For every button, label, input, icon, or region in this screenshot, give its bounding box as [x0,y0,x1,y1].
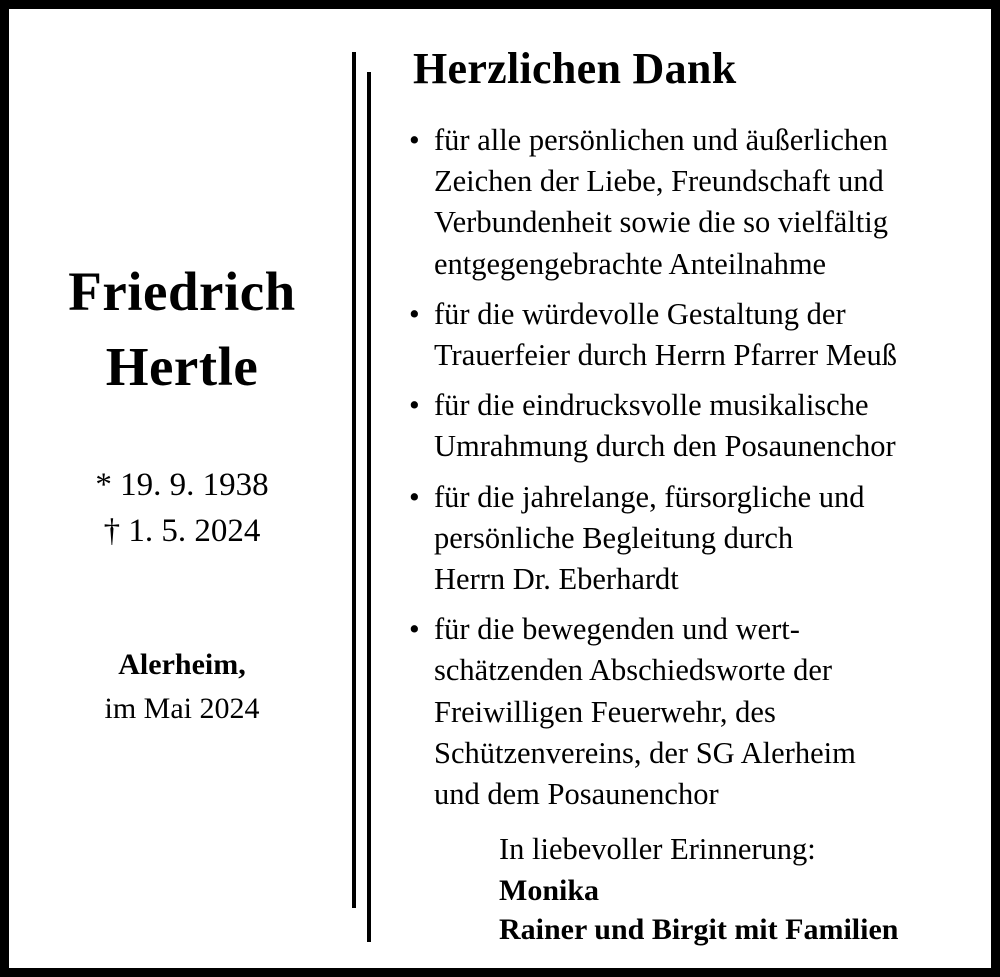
bullet-icon: • [409,388,420,423]
bullet-icon: • [409,479,420,514]
list-item-line: Herrn Dr. Eberhardt [434,562,679,597]
list-item-line: für die eindrucksvolle musikalische [434,388,869,423]
list-item-line: Verbundenheit sowie die so vielfältig [434,205,889,240]
list-item [409,294,979,376]
date-line: im Mai 2024 [104,692,260,725]
list-item-line: entgegengebrachte Anteilnahme [434,246,827,281]
list-item [409,120,979,285]
list-item [409,385,979,467]
deceased-column [9,9,355,968]
list-item-line: Umrahmung durch den Posaunenchor [434,429,896,464]
bullet-icon: • [409,296,420,331]
list-item-line: für die jahrelange, fürsorgliche und [434,479,865,514]
list-item [409,609,979,815]
birth-date: * 19. 9. 1938 [95,467,269,503]
deceased-last-name: Hertle [105,336,259,397]
thanks-list [409,120,979,824]
place-line: Alerheim, [118,648,246,681]
list-item-line: und dem Posaunenchor [434,777,719,812]
vertical-divider-right [367,72,371,942]
closing-line: In liebevoller Erinnerung: [499,832,816,866]
list-item-line: Schützenvereins, der SG Alerheim [434,735,856,770]
list-item-line: persönliche Begleitung durch [434,520,794,555]
death-date: † 1. 5. 2024 [103,513,261,549]
bullet-icon: • [409,612,420,647]
list-item [409,477,979,601]
vertical-divider-left [352,52,356,908]
signatory-primary: Monika [499,874,600,907]
deceased-first-name: Friedrich [68,261,296,322]
list-item-line: Freiwilligen Feuerwehr, des [434,694,776,729]
list-item-line: für die würdevolle Gestaltung der [434,296,846,331]
thanks-column [409,9,979,968]
list-item-line: für die bewegenden und wert- [434,612,800,647]
thanks-heading: Herzlichen Dank [413,44,737,93]
bullet-icon: • [409,123,420,157]
list-item-line: für alle persönlichen und äußerlichen [434,123,888,157]
list-item-line: schätzenden Abschiedsworte der [434,653,833,688]
signatory-family: Rainer und Birgit mit Familien [499,913,899,946]
list-item-line: Zeichen der Liebe, Freundschaft und [434,164,884,199]
list-item-line: Trauerfeier durch Herrn Pfarrer Meuß [434,338,897,373]
